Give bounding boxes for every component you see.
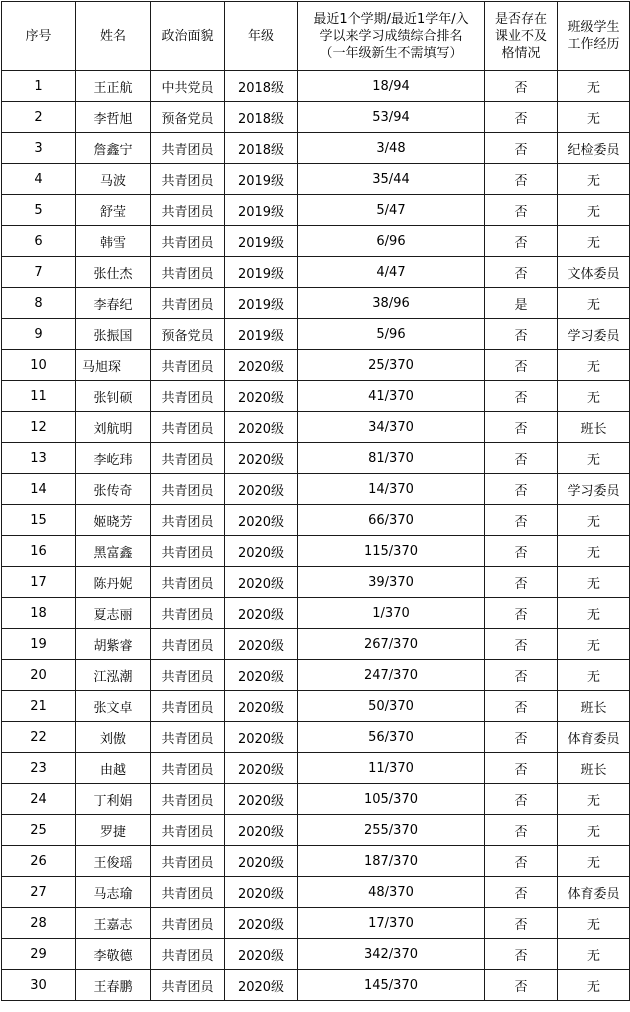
cell-index: 30 bbox=[2, 970, 76, 1001]
cell-failing-courses: 否 bbox=[485, 908, 558, 939]
cell-name: 马志瑜 bbox=[76, 877, 151, 908]
table-row bbox=[2, 629, 630, 660]
cell-failing-courses: 否 bbox=[485, 660, 558, 691]
cell-grade: 2020级 bbox=[225, 629, 298, 660]
cell-rank: 247/370 bbox=[298, 660, 485, 691]
cell-index: 10 bbox=[2, 350, 76, 381]
table-row bbox=[2, 908, 630, 939]
cell-name: 刘航明 bbox=[76, 412, 151, 443]
cell-political-status: 预备党员 bbox=[151, 102, 225, 133]
cell-political-status: 共青团员 bbox=[151, 846, 225, 877]
table-row bbox=[2, 319, 630, 350]
cell-failing-courses: 否 bbox=[485, 598, 558, 629]
header-name: 姓名 bbox=[76, 2, 151, 71]
cell-grade: 2020级 bbox=[225, 381, 298, 412]
cell-political-status: 共青团员 bbox=[151, 908, 225, 939]
cell-grade: 2018级 bbox=[225, 102, 298, 133]
table-row bbox=[2, 381, 630, 412]
cell-name: 马旭琛 bbox=[76, 350, 151, 381]
cell-class-experience: 无 bbox=[558, 846, 630, 877]
cell-index: 9 bbox=[2, 319, 76, 350]
cell-failing-courses: 否 bbox=[485, 195, 558, 226]
cell-index: 18 bbox=[2, 598, 76, 629]
cell-index: 28 bbox=[2, 908, 76, 939]
table-body bbox=[2, 71, 630, 1001]
cell-index: 23 bbox=[2, 753, 76, 784]
cell-rank: 145/370 bbox=[298, 970, 485, 1001]
cell-index: 7 bbox=[2, 257, 76, 288]
table-row bbox=[2, 133, 630, 164]
cell-failing-courses: 否 bbox=[485, 815, 558, 846]
cell-grade: 2020级 bbox=[225, 567, 298, 598]
cell-grade: 2020级 bbox=[225, 660, 298, 691]
cell-grade: 2020级 bbox=[225, 908, 298, 939]
cell-failing-courses: 否 bbox=[485, 102, 558, 133]
cell-class-experience: 班长 bbox=[558, 691, 630, 722]
cell-rank: 41/370 bbox=[298, 381, 485, 412]
cell-failing-courses: 否 bbox=[485, 164, 558, 195]
cell-index: 20 bbox=[2, 660, 76, 691]
cell-failing-courses: 否 bbox=[485, 319, 558, 350]
cell-grade: 2020级 bbox=[225, 722, 298, 753]
cell-class-experience: 学习委员 bbox=[558, 474, 630, 505]
cell-class-experience: 无 bbox=[558, 381, 630, 412]
cell-rank: 255/370 bbox=[298, 815, 485, 846]
cell-name: 黑富鑫 bbox=[76, 536, 151, 567]
table-row bbox=[2, 257, 630, 288]
cell-rank: 56/370 bbox=[298, 722, 485, 753]
header-grade: 年级 bbox=[225, 2, 298, 71]
cell-grade: 2020级 bbox=[225, 443, 298, 474]
table-row bbox=[2, 102, 630, 133]
cell-grade: 2019级 bbox=[225, 319, 298, 350]
table-row bbox=[2, 753, 630, 784]
cell-name: 王嘉志 bbox=[76, 908, 151, 939]
cell-name: 姬晓芳 bbox=[76, 505, 151, 536]
cell-name: 韩雪 bbox=[76, 226, 151, 257]
cell-political-status: 共青团员 bbox=[151, 350, 225, 381]
cell-political-status: 共青团员 bbox=[151, 660, 225, 691]
cell-failing-courses: 否 bbox=[485, 846, 558, 877]
table-row bbox=[2, 536, 630, 567]
cell-political-status: 共青团员 bbox=[151, 505, 225, 536]
cell-index: 4 bbox=[2, 164, 76, 195]
cell-failing-courses: 否 bbox=[485, 784, 558, 815]
header-exp-line2: 工作经历 bbox=[567, 37, 620, 52]
cell-political-status: 共青团员 bbox=[151, 567, 225, 598]
cell-rank: 35/44 bbox=[298, 164, 485, 195]
cell-failing-courses: 否 bbox=[485, 722, 558, 753]
cell-rank: 4/47 bbox=[298, 257, 485, 288]
cell-rank: 38/96 bbox=[298, 288, 485, 319]
cell-political-status: 共青团员 bbox=[151, 877, 225, 908]
cell-rank: 105/370 bbox=[298, 784, 485, 815]
cell-rank: 17/370 bbox=[298, 908, 485, 939]
cell-class-experience: 班长 bbox=[558, 412, 630, 443]
cell-class-experience: 纪检委员 bbox=[558, 133, 630, 164]
cell-class-experience: 无 bbox=[558, 288, 630, 319]
table-row bbox=[2, 164, 630, 195]
cell-political-status: 中共党员 bbox=[151, 71, 225, 102]
header-rank-line1: 最近1个学期/最近1学年/入 bbox=[313, 11, 469, 27]
cell-grade: 2020级 bbox=[225, 474, 298, 505]
cell-rank: 6/96 bbox=[298, 226, 485, 257]
cell-political-status: 共青团员 bbox=[151, 784, 225, 815]
table-row bbox=[2, 877, 630, 908]
cell-political-status: 共青团员 bbox=[151, 257, 225, 288]
table-row bbox=[2, 970, 630, 1001]
table-row bbox=[2, 412, 630, 443]
cell-grade: 2020级 bbox=[225, 877, 298, 908]
cell-name: 胡紫睿 bbox=[76, 629, 151, 660]
cell-grade: 2020级 bbox=[225, 753, 298, 784]
cell-rank: 25/370 bbox=[298, 350, 485, 381]
cell-political-status: 预备党员 bbox=[151, 319, 225, 350]
cell-failing-courses: 否 bbox=[485, 753, 558, 784]
table-row bbox=[2, 350, 630, 381]
cell-name: 陈丹妮 bbox=[76, 567, 151, 598]
cell-failing-courses: 否 bbox=[485, 505, 558, 536]
cell-name: 李敬德 bbox=[76, 939, 151, 970]
cell-index: 14 bbox=[2, 474, 76, 505]
cell-name: 张钊硕 bbox=[76, 381, 151, 412]
cell-political-status: 共青团员 bbox=[151, 753, 225, 784]
cell-class-experience: 学习委员 bbox=[558, 319, 630, 350]
cell-class-experience: 无 bbox=[558, 164, 630, 195]
table-row bbox=[2, 195, 630, 226]
cell-class-experience: 无 bbox=[558, 536, 630, 567]
table-row bbox=[2, 288, 630, 319]
header-fail-line3: 格情况 bbox=[501, 45, 541, 61]
cell-rank: 50/370 bbox=[298, 691, 485, 722]
cell-failing-courses: 否 bbox=[485, 226, 558, 257]
cell-name: 罗捷 bbox=[76, 815, 151, 846]
cell-name: 王春鹏 bbox=[76, 970, 151, 1001]
cell-index: 2 bbox=[2, 102, 76, 133]
cell-rank: 18/94 bbox=[298, 71, 485, 102]
cell-rank: 115/370 bbox=[298, 536, 485, 567]
cell-rank: 48/370 bbox=[298, 877, 485, 908]
cell-failing-courses: 否 bbox=[485, 691, 558, 722]
table-row bbox=[2, 815, 630, 846]
cell-failing-courses: 否 bbox=[485, 970, 558, 1001]
cell-grade: 2020级 bbox=[225, 412, 298, 443]
cell-class-experience: 无 bbox=[558, 660, 630, 691]
cell-failing-courses: 否 bbox=[485, 257, 558, 288]
table-row bbox=[2, 474, 630, 505]
cell-political-status: 共青团员 bbox=[151, 629, 225, 660]
cell-grade: 2020级 bbox=[225, 350, 298, 381]
cell-name: 丁利娟 bbox=[76, 784, 151, 815]
table-row bbox=[2, 722, 630, 753]
cell-index: 11 bbox=[2, 381, 76, 412]
table-row bbox=[2, 784, 630, 815]
cell-index: 26 bbox=[2, 846, 76, 877]
table-row bbox=[2, 939, 630, 970]
cell-rank: 11/370 bbox=[298, 753, 485, 784]
cell-index: 17 bbox=[2, 567, 76, 598]
cell-index: 1 bbox=[2, 71, 76, 102]
cell-index: 21 bbox=[2, 691, 76, 722]
cell-political-status: 共青团员 bbox=[151, 970, 225, 1001]
cell-class-experience: 无 bbox=[558, 598, 630, 629]
cell-political-status: 共青团员 bbox=[151, 815, 225, 846]
cell-rank: 66/370 bbox=[298, 505, 485, 536]
cell-name: 李春纪 bbox=[76, 288, 151, 319]
cell-class-experience: 无 bbox=[558, 970, 630, 1001]
cell-rank: 5/47 bbox=[298, 195, 485, 226]
cell-grade: 2019级 bbox=[225, 226, 298, 257]
cell-rank: 14/370 bbox=[298, 474, 485, 505]
cell-rank: 53/94 bbox=[298, 102, 485, 133]
cell-class-experience: 无 bbox=[558, 350, 630, 381]
cell-failing-courses: 否 bbox=[485, 939, 558, 970]
table-row bbox=[2, 598, 630, 629]
cell-name: 舒莹 bbox=[76, 195, 151, 226]
cell-grade: 2019级 bbox=[225, 288, 298, 319]
table-row bbox=[2, 567, 630, 598]
cell-failing-courses: 否 bbox=[485, 567, 558, 598]
cell-rank: 39/370 bbox=[298, 567, 485, 598]
cell-index: 12 bbox=[2, 412, 76, 443]
cell-grade: 2018级 bbox=[225, 133, 298, 164]
cell-index: 16 bbox=[2, 536, 76, 567]
cell-rank: 34/370 bbox=[298, 412, 485, 443]
cell-index: 25 bbox=[2, 815, 76, 846]
cell-class-experience: 无 bbox=[558, 195, 630, 226]
cell-name: 詹鑫宁 bbox=[76, 133, 151, 164]
cell-name: 张文卓 bbox=[76, 691, 151, 722]
cell-rank: 1/370 bbox=[298, 598, 485, 629]
cell-failing-courses: 否 bbox=[485, 443, 558, 474]
cell-class-experience: 无 bbox=[558, 815, 630, 846]
cell-index: 29 bbox=[2, 939, 76, 970]
cell-class-experience: 无 bbox=[558, 226, 630, 257]
cell-failing-courses: 是 bbox=[485, 288, 558, 319]
header-fail-line2: 课业不及 bbox=[494, 28, 547, 44]
cell-political-status: 共青团员 bbox=[151, 288, 225, 319]
table-row bbox=[2, 505, 630, 536]
cell-political-status: 共青团员 bbox=[151, 226, 225, 257]
cell-rank: 267/370 bbox=[298, 629, 485, 660]
table-header bbox=[2, 2, 630, 71]
cell-failing-courses: 否 bbox=[485, 350, 558, 381]
cell-class-experience: 体育委员 bbox=[558, 877, 630, 908]
cell-grade: 2020级 bbox=[225, 536, 298, 567]
cell-political-status: 共青团员 bbox=[151, 536, 225, 567]
cell-failing-courses: 否 bbox=[485, 536, 558, 567]
header-rank-line3: （一年级新生不需填写） bbox=[319, 45, 463, 61]
header-exp-line1: 班级学生 bbox=[567, 20, 620, 35]
cell-grade: 2020级 bbox=[225, 598, 298, 629]
header-class-experience bbox=[558, 2, 630, 71]
cell-name: 张传奇 bbox=[76, 474, 151, 505]
table-row bbox=[2, 660, 630, 691]
cell-index: 24 bbox=[2, 784, 76, 815]
cell-political-status: 共青团员 bbox=[151, 381, 225, 412]
header-row bbox=[2, 2, 630, 71]
cell-failing-courses: 否 bbox=[485, 71, 558, 102]
cell-grade: 2020级 bbox=[225, 939, 298, 970]
cell-name: 由越 bbox=[76, 753, 151, 784]
cell-political-status: 共青团员 bbox=[151, 598, 225, 629]
cell-political-status: 共青团员 bbox=[151, 691, 225, 722]
cell-rank: 342/370 bbox=[298, 939, 485, 970]
cell-political-status: 共青团员 bbox=[151, 195, 225, 226]
cell-class-experience: 无 bbox=[558, 505, 630, 536]
cell-grade: 2020级 bbox=[225, 846, 298, 877]
header-rank bbox=[298, 2, 485, 71]
cell-grade: 2019级 bbox=[225, 195, 298, 226]
table-row bbox=[2, 71, 630, 102]
cell-political-status: 共青团员 bbox=[151, 164, 225, 195]
cell-index: 6 bbox=[2, 226, 76, 257]
header-fail-line1: 是否存在 bbox=[494, 11, 547, 27]
cell-name: 马波 bbox=[76, 164, 151, 195]
header-index: 序号 bbox=[2, 2, 76, 71]
cell-rank: 3/48 bbox=[298, 133, 485, 164]
cell-grade: 2018级 bbox=[225, 71, 298, 102]
cell-class-experience: 班长 bbox=[558, 753, 630, 784]
cell-name: 江泓潮 bbox=[76, 660, 151, 691]
cell-grade: 2020级 bbox=[225, 505, 298, 536]
cell-political-status: 共青团员 bbox=[151, 412, 225, 443]
header-political-status: 政治面貌 bbox=[151, 2, 225, 71]
cell-grade: 2019级 bbox=[225, 257, 298, 288]
cell-political-status: 共青团员 bbox=[151, 939, 225, 970]
cell-failing-courses: 否 bbox=[485, 381, 558, 412]
cell-failing-courses: 否 bbox=[485, 133, 558, 164]
cell-class-experience: 无 bbox=[558, 908, 630, 939]
table-row bbox=[2, 691, 630, 722]
cell-name: 李哲旭 bbox=[76, 102, 151, 133]
cell-class-experience: 无 bbox=[558, 567, 630, 598]
cell-grade: 2020级 bbox=[225, 691, 298, 722]
cell-rank: 187/370 bbox=[298, 846, 485, 877]
cell-grade: 2020级 bbox=[225, 784, 298, 815]
cell-class-experience: 无 bbox=[558, 939, 630, 970]
cell-political-status: 共青团员 bbox=[151, 722, 225, 753]
cell-index: 3 bbox=[2, 133, 76, 164]
cell-political-status: 共青团员 bbox=[151, 133, 225, 164]
cell-grade: 2019级 bbox=[225, 164, 298, 195]
cell-class-experience: 无 bbox=[558, 784, 630, 815]
cell-failing-courses: 否 bbox=[485, 629, 558, 660]
cell-class-experience: 体育委员 bbox=[558, 722, 630, 753]
table-row bbox=[2, 226, 630, 257]
cell-class-experience: 文体委员 bbox=[558, 257, 630, 288]
cell-name: 张振国 bbox=[76, 319, 151, 350]
table-row bbox=[2, 846, 630, 877]
cell-failing-courses: 否 bbox=[485, 877, 558, 908]
cell-failing-courses: 否 bbox=[485, 412, 558, 443]
cell-class-experience: 无 bbox=[558, 102, 630, 133]
cell-index: 19 bbox=[2, 629, 76, 660]
cell-name: 李屹玮 bbox=[76, 443, 151, 474]
cell-political-status: 共青团员 bbox=[151, 443, 225, 474]
cell-rank: 81/370 bbox=[298, 443, 485, 474]
cell-index: 8 bbox=[2, 288, 76, 319]
cell-failing-courses: 否 bbox=[485, 474, 558, 505]
cell-name: 夏志丽 bbox=[76, 598, 151, 629]
cell-grade: 2020级 bbox=[225, 815, 298, 846]
cell-name: 王正航 bbox=[76, 71, 151, 102]
header-failing-courses bbox=[485, 2, 558, 71]
cell-class-experience: 无 bbox=[558, 443, 630, 474]
cell-rank: 5/96 bbox=[298, 319, 485, 350]
cell-index: 5 bbox=[2, 195, 76, 226]
cell-political-status: 共青团员 bbox=[151, 474, 225, 505]
cell-index: 27 bbox=[2, 877, 76, 908]
cell-index: 13 bbox=[2, 443, 76, 474]
cell-class-experience: 无 bbox=[558, 71, 630, 102]
cell-name: 刘傲 bbox=[76, 722, 151, 753]
header-rank-line2: 学以来学习成绩综合排名 bbox=[319, 28, 463, 44]
cell-index: 22 bbox=[2, 722, 76, 753]
student-table bbox=[1, 1, 630, 1001]
cell-class-experience: 无 bbox=[558, 629, 630, 660]
cell-name: 张仕杰 bbox=[76, 257, 151, 288]
cell-grade: 2020级 bbox=[225, 970, 298, 1001]
cell-index: 15 bbox=[2, 505, 76, 536]
cell-name: 王俊瑶 bbox=[76, 846, 151, 877]
table-row bbox=[2, 443, 630, 474]
